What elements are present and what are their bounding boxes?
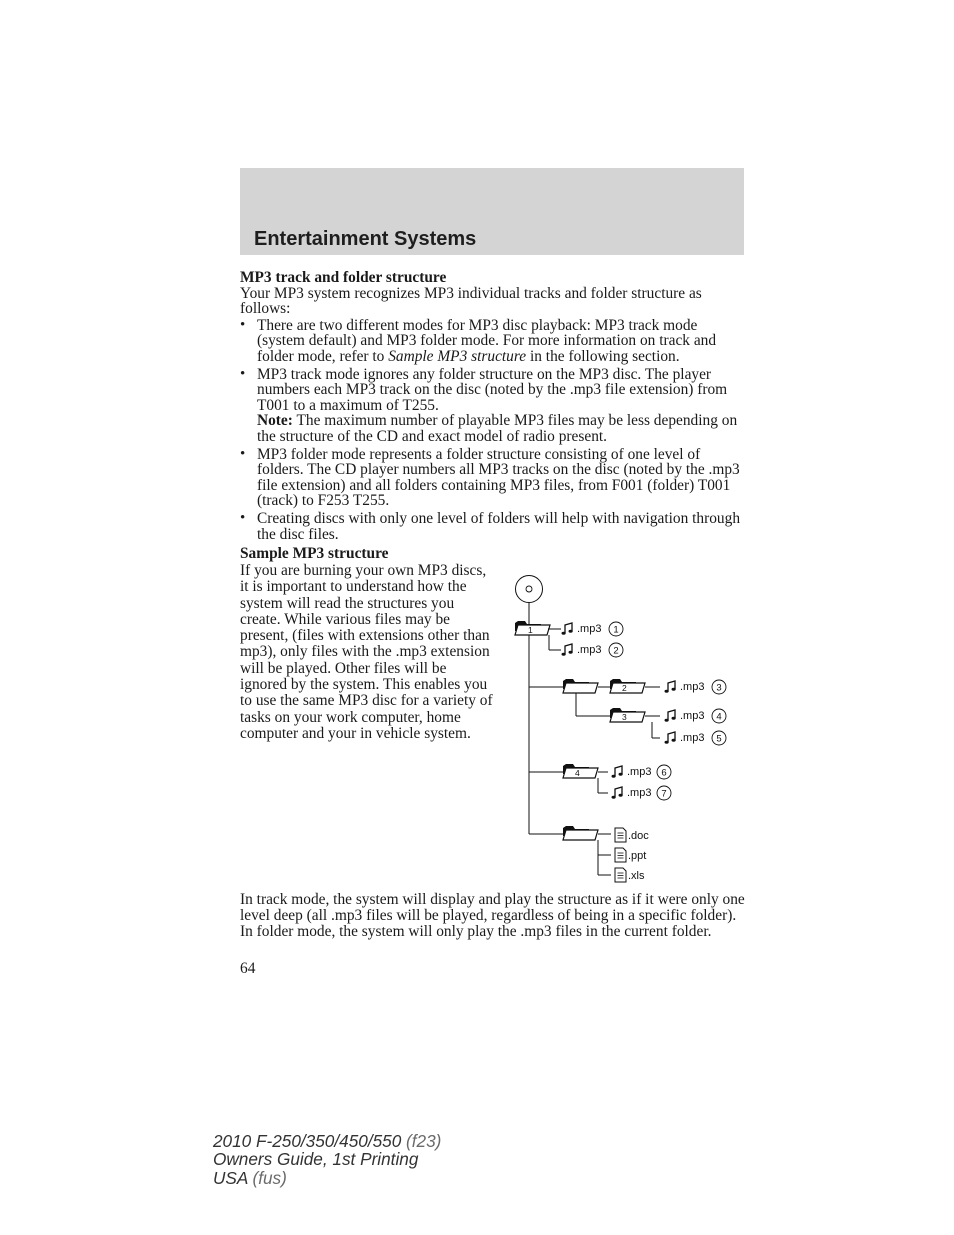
mp3-structure-heading: MP3 track and folder structure [240, 269, 447, 286]
sample-structure-paragraph: If you are burning your own MP3 discs, it is important to understand how the system will read the structures you create. While various files may be present, (files with extensions other than mp3), only files with the .mp3 extension will be played. Other files will be ignored by the system. This enables you to use the same MP3 disc for a variety of tasks on your work computer, home computer and your in vehicle system. [240, 562, 493, 742]
note-text: The maximum number of playable MP3 files may be less depending on the structure of the CD and exact model of radio present. [257, 412, 738, 445]
svg-text:6: 6 [661, 767, 667, 779]
document-icon [615, 868, 626, 882]
bullet-item-folder-mode: • MP3 folder mode represents a folder structure consisting of one level of folders. The CD player numbers all MP3 tracks on the disc (noted by the .mp3 file extension) and all folders containing MP3 files, from F001 (folder) T001 (track) to F253 T255. [240, 447, 745, 509]
svg-text:3: 3 [622, 712, 627, 722]
track-6-label: .mp3 [627, 766, 652, 778]
footer [213, 1132, 441, 1187]
track-4-label: .mp3 [680, 710, 705, 722]
track-2-label: .mp3 [577, 644, 602, 656]
document-icon [615, 828, 626, 842]
track-3-label: .mp3 [680, 681, 705, 693]
xls-file-label: .xls [628, 870, 645, 882]
bullet-list [240, 318, 745, 542]
music-note-icon [562, 623, 573, 635]
page-number: 64 [240, 960, 256, 977]
svg-text:5: 5 [716, 733, 722, 745]
track-1-label: .mp3 [577, 623, 602, 635]
sample-structure-reference: Sample MP3 structure [388, 347, 527, 365]
footer-line-2: Owners Guide, 1st Printing [213, 1149, 419, 1170]
bullet-item-creating-discs: • Creating discs with only one level of folders will help with navigation through the disc files. [240, 511, 745, 542]
main-content [240, 268, 745, 544]
footer-line-3: USA (fus) [213, 1167, 287, 1188]
svg-text:4: 4 [716, 711, 722, 723]
mp3-structure-diagram [505, 570, 745, 890]
music-note-icon [612, 766, 623, 778]
track-mode-paragraph: In track mode, the system will display and play the structure as if it were only one level deep (all .mp3 files will be played, regardless of being in a specific folder). In folder mode, the system will only play the .mp3 files in the current folder. [240, 891, 745, 941]
sample-structure-heading: Sample MP3 structure [240, 545, 389, 562]
ppt-file-label: .ppt [628, 850, 647, 862]
bullet-item-modes: • There are two different modes for MP3 disc playback: MP3 track mode (system default) and MP3 folder mode. For more information on track and folder mode, refer to Sample MP3 structure in the following section. [240, 318, 745, 365]
bullet-item-track-mode: • MP3 track mode ignores any folder structure on the MP3 disc. The player numbers each MP3 track on the disc (noted by the .mp3 file extension) from T001 to a maximum of T255. Note: The maximum number of playable MP3 files may be less depending on the structure of the CD and exact model of radio present. [240, 367, 745, 445]
folder-3-icon [610, 708, 645, 722]
svg-text:7: 7 [661, 788, 667, 800]
svg-text:1: 1 [528, 625, 533, 635]
track-7-label: .mp3 [627, 787, 652, 799]
doc-file-label: .doc [628, 830, 649, 842]
folder-icon [563, 826, 598, 840]
intro-paragraph: Your MP3 system recognizes MP3 individual tracks and folder structure as follows: [240, 284, 702, 318]
svg-text:2: 2 [622, 683, 627, 693]
music-note-icon [665, 681, 676, 693]
footer-line-1: 2010 F-250/350/450/550 (f23) [213, 1131, 442, 1151]
document-icon [615, 848, 626, 862]
music-note-icon [612, 787, 623, 799]
svg-text:4: 4 [575, 768, 580, 778]
folder-2-icon [610, 679, 645, 693]
folder-icon [563, 679, 598, 693]
svg-text:2: 2 [613, 645, 619, 657]
section-title: Entertainment Systems [254, 228, 477, 250]
svg-text:3: 3 [716, 682, 722, 694]
music-note-icon [665, 710, 676, 722]
track-5-label: .mp3 [680, 732, 705, 744]
folder-1-icon [515, 621, 550, 635]
note-label: Note: [257, 412, 293, 430]
music-note-icon [665, 732, 676, 744]
svg-text:1: 1 [613, 624, 619, 636]
music-note-icon [562, 644, 573, 656]
folder-4-icon [563, 764, 598, 778]
